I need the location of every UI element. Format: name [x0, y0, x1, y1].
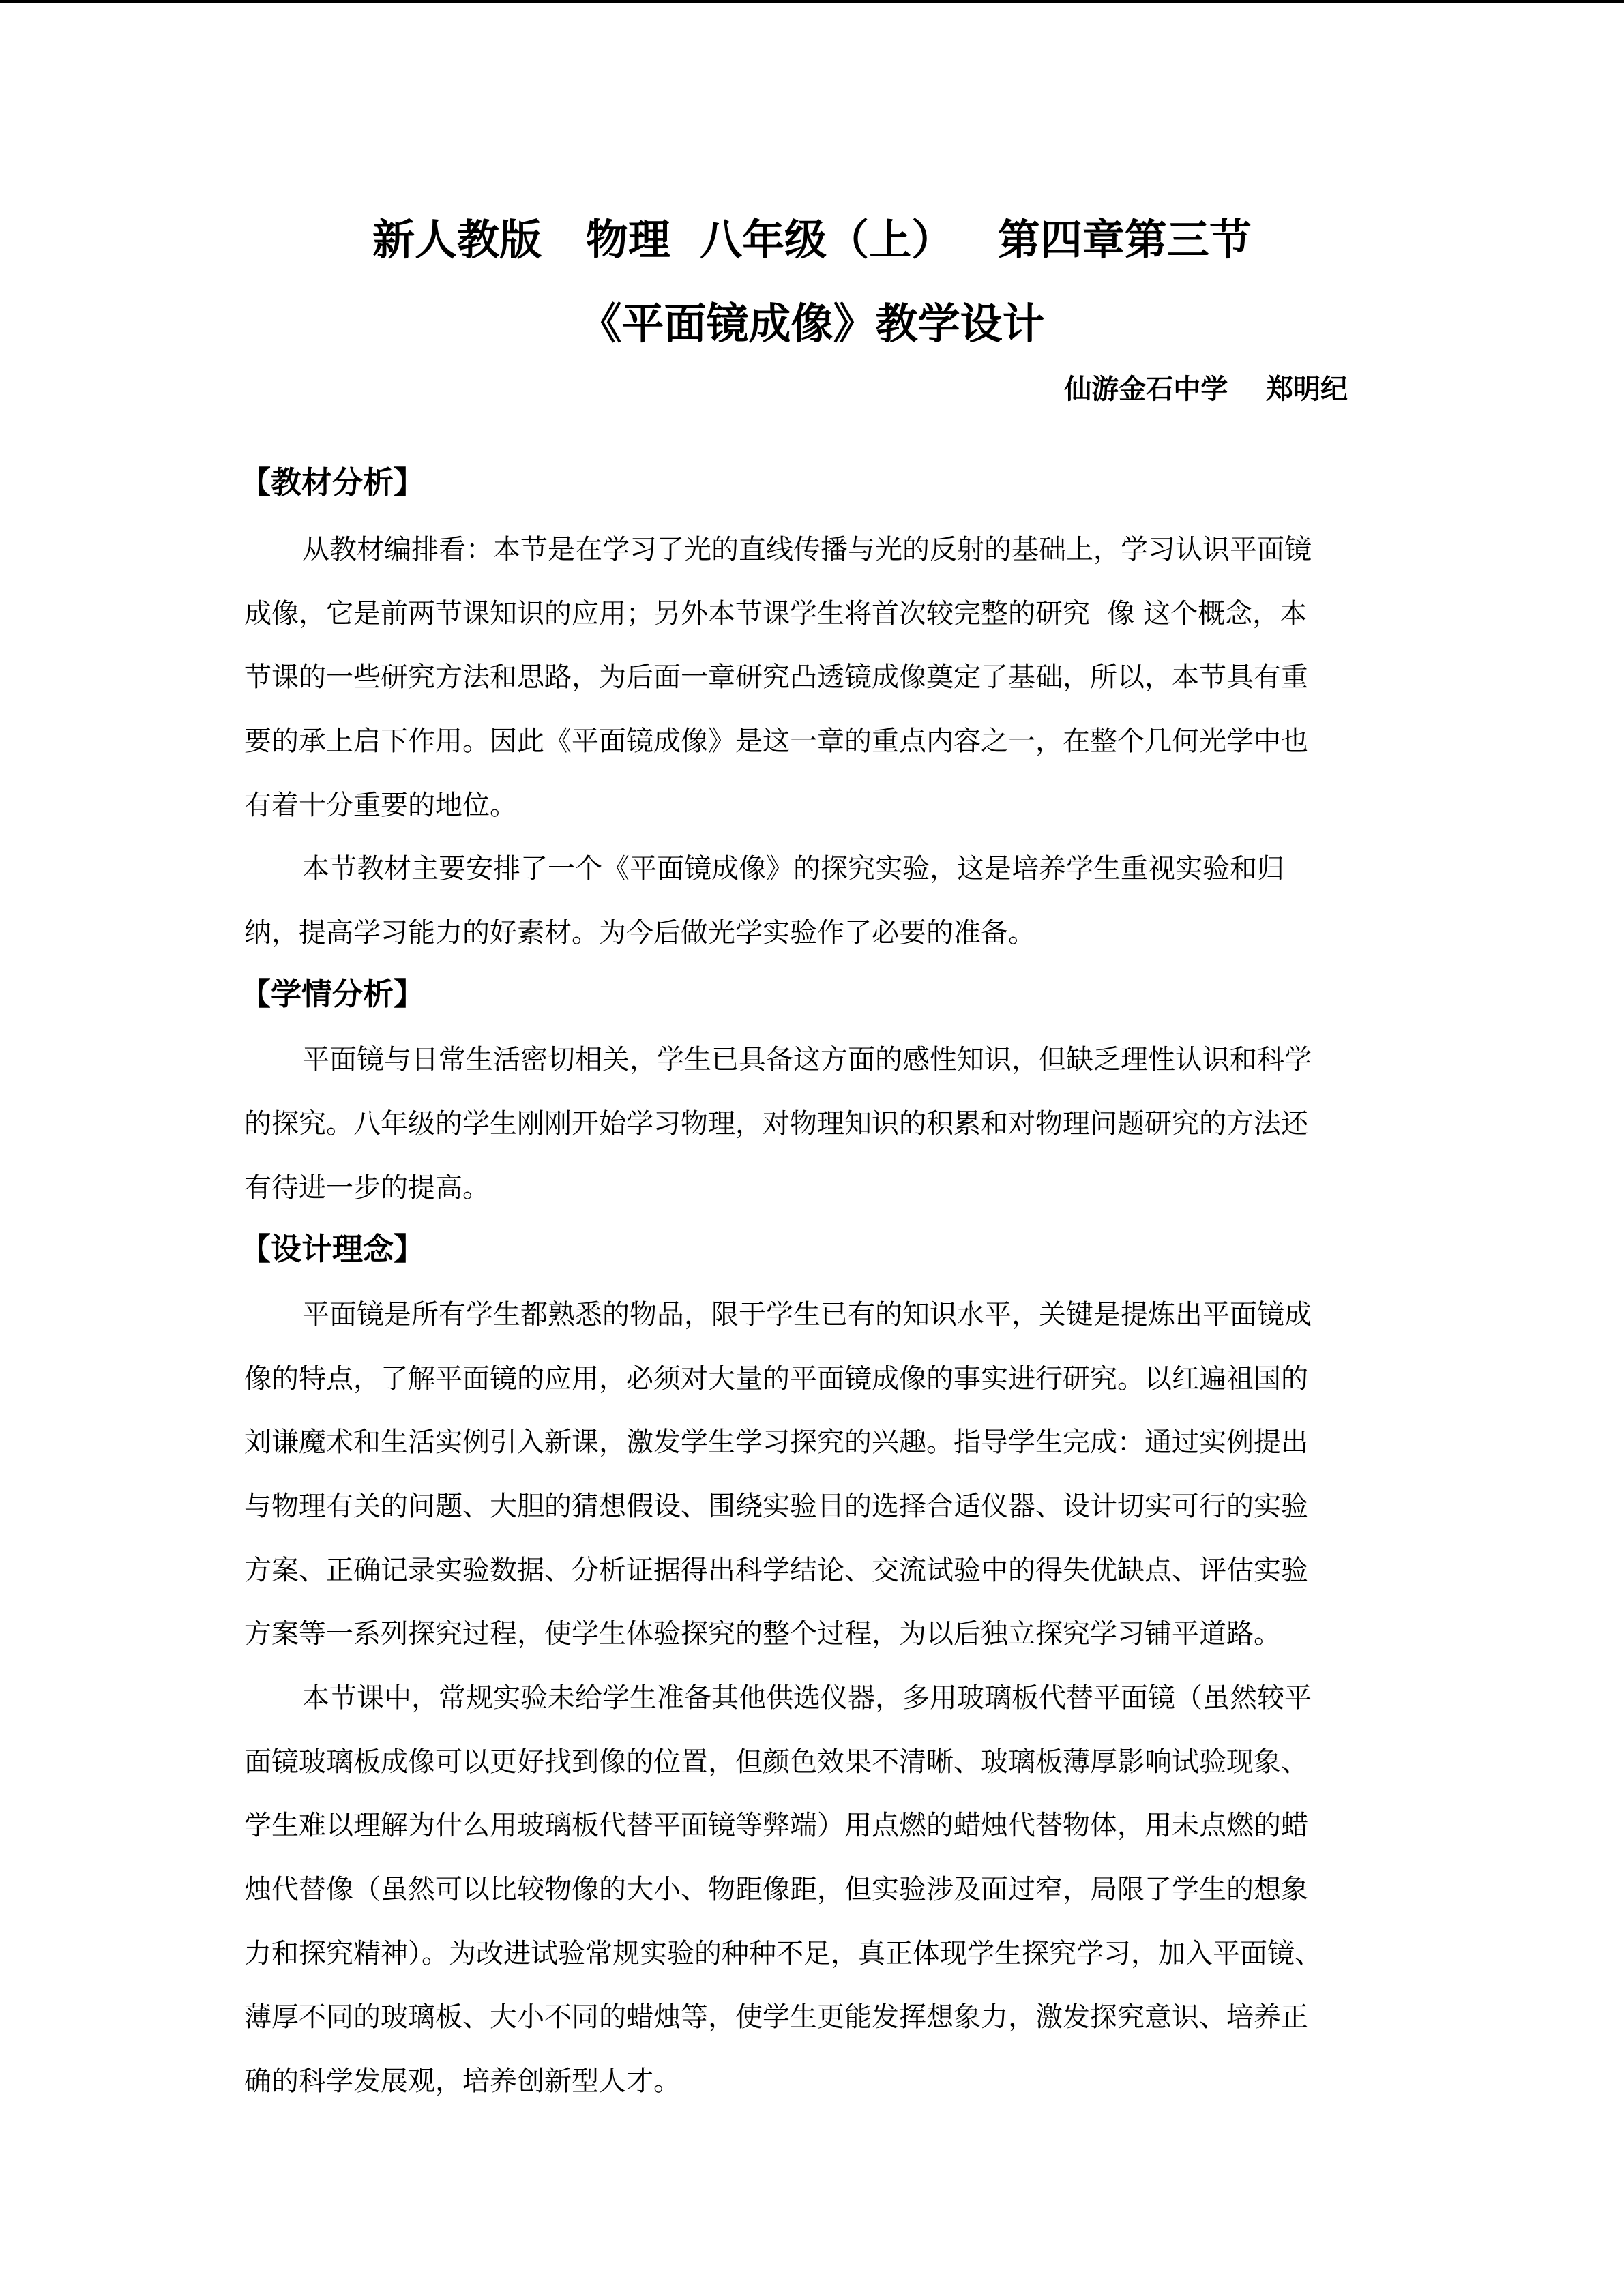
- heading-material-analysis: 【教材分析】: [240, 464, 425, 501]
- paragraph-line: 薄厚不同的玻璃板、大小不同的蜡烛等，使学生更能发挥想象力，激发探究意识、培养正: [244, 2001, 1308, 2033]
- paragraph-line: 成像，它是前两节课知识的应用；另外本节课学生将首次较完整的研究 像 这个概念，本: [244, 598, 1308, 629]
- paragraph-line: 确的科学发展观，培养创新型人才。: [244, 2066, 681, 2097]
- paragraph-line: 的探究。八年级的学生刚刚开始学习物理，对物理知识的积累和对物理问题研究的方法还: [244, 1108, 1308, 1139]
- author-line: 仙游金石中学 郑明纪: [1064, 374, 1348, 405]
- paragraph-line: 方案等一系列探究过程，使学生体验探究的整个过程，为以后独立探究学习铺平道路。: [244, 1618, 1281, 1650]
- paragraph-line: 节课的一些研究方法和思路，为后面一章研究凸透镜成像奠定了基础，所以，本节具有重: [244, 661, 1308, 693]
- paragraph-line: 有待进一步的提高。: [244, 1172, 490, 1204]
- heading-student-analysis: 【学情分析】: [240, 976, 425, 1012]
- paragraph-line: 学生难以理解为什么用玻璃板代替平面镜等弊端）用点燃的蜡烛代替物体，用未点燃的蜡: [244, 1810, 1308, 1841]
- paragraph-line: 像的特点，了解平面镜的应用，必须对大量的平面镜成像的事实进行研究。以红遍祖国的: [244, 1363, 1308, 1395]
- paragraph-line: 纳，提高学习能力的好素材。为今后做光学实验作了必要的准备。: [244, 917, 1035, 949]
- heading-design-concept: 【设计理念】: [240, 1231, 425, 1267]
- document-title-line-1: 新人教版 物理 八年级（上） 第四章第三节: [372, 215, 1252, 265]
- paragraph-line: 力和探究精神）。为改进试验常规实验的种种不足，真正体现学生探究学习，加入平面镜、: [244, 1938, 1322, 1969]
- paragraph-line: 要的承上启下作用。因此《平面镜成像》是这一章的重点内容之一，在整个几何光学中也: [244, 726, 1308, 757]
- paragraph-line: 本节教材主要安排了一个《平面镜成像》的探究实验，这是培养学生重视实验和归: [302, 853, 1284, 884]
- paragraph-line: 本节课中，常规实验未给学生准备其他供选仪器，多用玻璃板代替平面镜（虽然较平: [302, 1682, 1312, 1714]
- paragraph-line: 平面镜是所有学生都熟悉的物品，限于学生已有的知识水平，关键是提炼出平面镜成: [302, 1299, 1312, 1330]
- paragraph-line: 刘谦魔术和生活实例引入新课，激发学生学习探究的兴趣。指导学生完成：通过实例提出: [244, 1427, 1308, 1458]
- paragraph-line: 从教材编排看：本节是在学习了光的直线传播与光的反射的基础上，学习认识平面镜: [302, 534, 1312, 565]
- paragraph-line: 方案、正确记录实验数据、分析证据得出科学结论、交流试验中的得失优缺点、评估实验: [244, 1555, 1308, 1586]
- paragraph-line: 烛代替像（虽然可以比较物像的大小、物距像距，但实验涉及面过窄，局限了学生的想象: [244, 1874, 1308, 1905]
- paragraph-line: 有着十分重要的地位。: [244, 790, 517, 821]
- paragraph-line: 与物理有关的问题、大胆的猜想假设、围绕实验目的选择合适仪器、设计切实可行的实验: [244, 1491, 1308, 1522]
- document-title-line-2: 《平面镜成像》教学设计: [579, 299, 1045, 348]
- page-top-border: [0, 0, 1624, 3]
- paragraph-line: 平面镜与日常生活密切相关，学生已具备这方面的感性知识，但缺乏理性认识和科学: [302, 1044, 1312, 1075]
- paragraph-line: 面镜玻璃板成像可以更好找到像的位置，但颜色效果不清晰、玻璃板薄厚影响试验现象、: [244, 1746, 1308, 1778]
